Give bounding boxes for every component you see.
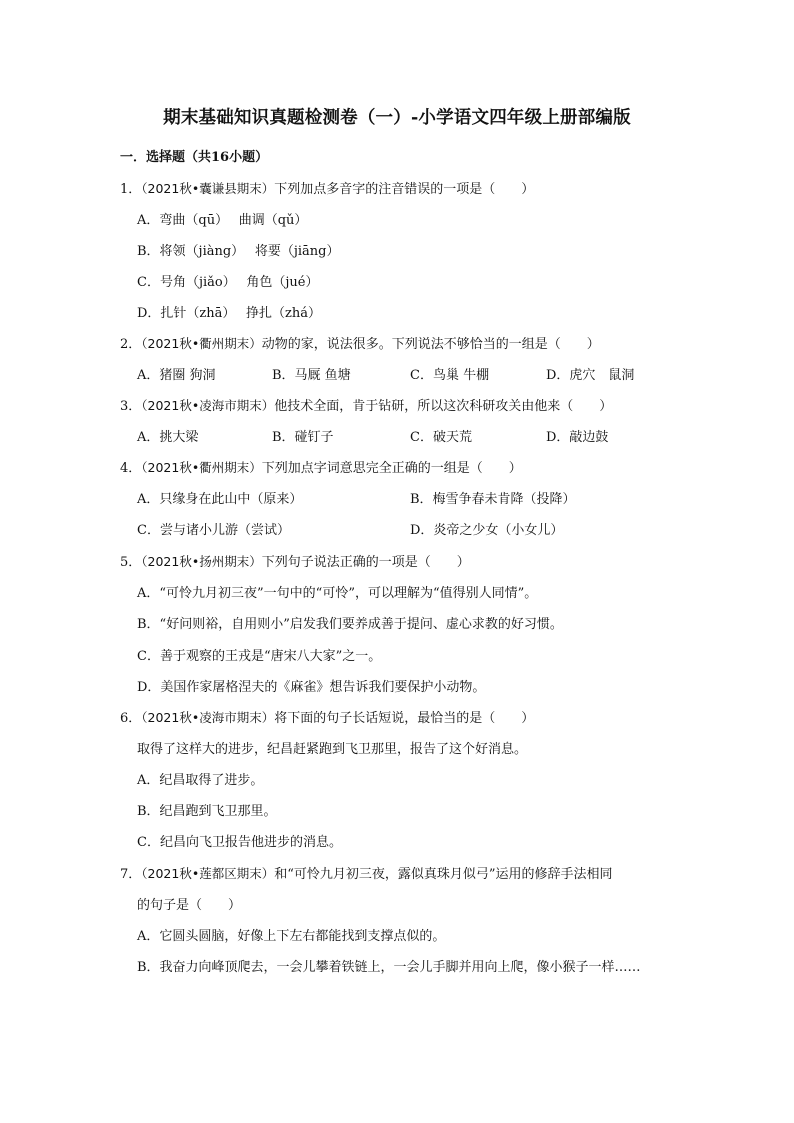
page-title: 期末基础知识真题检测卷（一）-小学语文四年级上册部编版	[163, 108, 631, 128]
question-4-option-b: B．梅雪争春未肯降（投降）	[410, 492, 576, 507]
question-4-option-c: C．尝与诸小儿游（尝试）	[137, 523, 290, 538]
question-5-option-d: D．美国作家屠格涅夫的《麻雀》想告诉我们要保护小动物。	[137, 680, 486, 695]
question-number: 2．	[120, 337, 142, 352]
question-1-option-b: B．将领（jiàng） 将要（jiāng）	[137, 244, 340, 259]
question-stem: 他技术全面，肯于钻研，所以这次科研攻关由他来（ ）	[274, 399, 613, 414]
question-source: （2021秋•莲都区期末）	[141, 866, 275, 881]
question-7	[120, 863, 613, 882]
question-1-option-a: A．弯曲（qū） 曲调（qǔ）	[137, 213, 308, 228]
question-2	[120, 333, 600, 352]
question-source: （2021秋•衢州期末）	[141, 460, 262, 475]
question-6-option-a: A．纪昌取得了进步。	[137, 773, 264, 788]
question-7-option-a: A．它圆头圆脑，好像上下左右都能找到支撑点似的。	[137, 929, 446, 944]
question-5-option-c: C．善于观察的王戎是“唐宋八大家”之一。	[137, 649, 382, 664]
question-3-option-d: D．敲边鼓	[546, 430, 609, 445]
question-number: 5．	[120, 555, 142, 570]
question-1	[120, 178, 534, 197]
question-stem: 下列加点多音字的注音错误的一项是（ ）	[274, 182, 535, 197]
section-heading: 一．选择题（共16小题）	[120, 150, 269, 165]
question-2-option-c: C．鸟巢 牛棚	[410, 368, 490, 383]
question-2-option-a: A．猪圈 狗洞	[137, 368, 216, 383]
question-5	[120, 551, 470, 570]
question-source: （2021秋•凌海市期末）	[141, 398, 275, 413]
question-number: 4．	[120, 461, 142, 476]
question-1-option-c: C．号角（jiǎo） 角色（jué）	[137, 275, 319, 290]
question-7-option-b: B．我奋力向峰顶爬去，一会儿攀着铁链上，一会儿手脚并用向上爬，像小猴子一样……	[137, 960, 641, 975]
question-3-option-a: A．挑大梁	[137, 430, 199, 445]
question-number: 6．	[120, 711, 142, 726]
question-number: 7．	[120, 867, 142, 882]
question-3	[120, 395, 612, 414]
question-7-stem-continued: 的句子是（ ）	[137, 898, 242, 913]
question-1-option-d: D．扎针（zhā） 挣扎（zhá）	[137, 306, 321, 321]
question-stem: 和“可怜九月初三夜，露似真珠月似弓”运用的修辞手法相同	[274, 867, 613, 882]
question-5-option-a: A．“可怜九月初三夜”一句中的“可怜”，可以理解为“值得别人同情”。	[137, 586, 538, 601]
question-4-option-d: D．炎帝之少女（小女儿）	[410, 523, 564, 538]
question-4	[120, 457, 522, 476]
question-6-option-c: C．纪昌向飞卫报告他进步的消息。	[137, 835, 342, 850]
question-2-option-b: B．马厩 鱼塘	[272, 368, 351, 383]
question-stem: 将下面的句子长话短说，最恰当的是（ ）	[274, 711, 535, 726]
question-number: 1．	[120, 182, 142, 197]
question-source: （2021秋•衢州期末）	[141, 336, 262, 351]
question-3-option-c: C．破天荒	[410, 430, 472, 445]
question-6-option-b: B．纪昌跑到飞卫那里。	[137, 804, 277, 819]
question-number: 3．	[120, 399, 142, 414]
question-source: （2021秋•凌海市期末）	[141, 710, 275, 725]
question-3-option-b: B．碰钉子	[272, 430, 334, 445]
question-4-option-a: A．只缘身在此山中（原来）	[137, 492, 303, 507]
question-stem: 下列加点字词意思完全正确的一组是（ ）	[261, 461, 522, 476]
question-5-option-b: B．“好问则裕，自用则小”启发我们要养成善于提问、虚心求教的好习惯。	[137, 617, 563, 632]
question-2-option-d: D．虎穴 鼠洞	[546, 368, 635, 383]
question-stem: 动物的家，说法很多。下列说法不够恰当的一组是（ ）	[261, 337, 600, 352]
question-source: （2021秋•扬州期末）	[141, 554, 262, 569]
question-6-sentence: 取得了这样大的进步，纪昌赶紧跑到飞卫那里，报告了这个好消息。	[137, 742, 528, 757]
question-stem: 下列句子说法正确的一项是（ ）	[261, 555, 470, 570]
question-source: （2021秋•囊谦县期末）	[141, 181, 275, 196]
question-6	[120, 707, 534, 726]
